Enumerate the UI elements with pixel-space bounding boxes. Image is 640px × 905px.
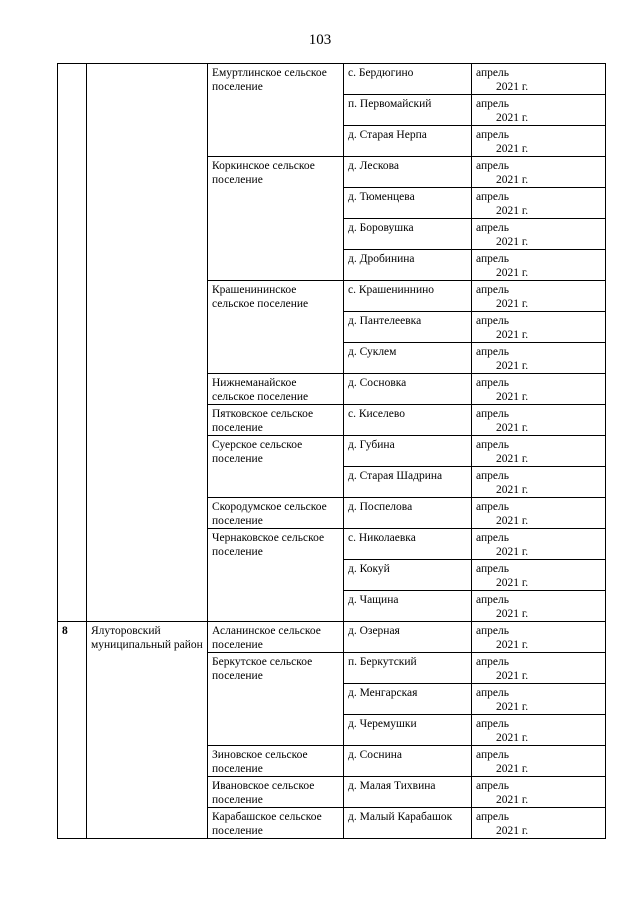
locality-cell: с. Крашениннино [344,281,472,312]
page-number: 103 [308,32,332,48]
date-year: 2021 г. [496,360,529,372]
settlement-cell: Крашенининское сельское поселение [208,281,344,374]
date-month: апрель [476,98,509,110]
date-cell [472,591,606,622]
table-body [58,64,606,839]
date-month: апрель [476,625,509,637]
settlement-cell: Коркинское сельское поселение [208,157,344,281]
date-month: апрель [476,346,509,358]
date-month: апрель [476,811,509,823]
date-cell [472,529,606,560]
date-year: 2021 г. [496,515,529,527]
settlement-cell: Нижнеманайское сельское поселение [208,374,344,405]
date-year: 2021 г. [496,267,529,279]
date-month: апрель [476,408,509,420]
locality-cell: с. Бердюгино [344,64,472,95]
settlement-cell: Асланинское сельское поселение [208,622,344,653]
date-cell [472,622,606,653]
date-cell [472,343,606,374]
settlement-cell: Емуртлинское сельское поселение [208,64,344,157]
date-year: 2021 г. [496,608,529,620]
table-row [58,622,606,653]
locality-cell: д. Пантелеевка [344,312,472,343]
date-year: 2021 г. [496,236,529,248]
locality-cell: д. Боровушка [344,219,472,250]
date-cell [472,498,606,529]
locality-cell: д. Сосновка [344,374,472,405]
date-month: апрель [476,594,509,606]
date-cell [472,219,606,250]
row-number-cell [58,64,87,622]
locality-cell: с. Киселево [344,405,472,436]
date-month: апрель [476,284,509,296]
settlement-cell: Скородумское сельское поселение [208,498,344,529]
settlement-cell: Пятковское сельское поселение [208,405,344,436]
settlement-cell: Ивановское сельское поселение [208,777,344,808]
locality-cell: д. Соснина [344,746,472,777]
date-cell [472,250,606,281]
date-year: 2021 г. [496,112,529,124]
locality-cell: п. Беркутский [344,653,472,684]
locality-cell: д. Тюменцева [344,188,472,219]
date-year: 2021 г. [496,391,529,403]
date-year: 2021 г. [496,763,529,775]
locality-cell: д. Менгарская [344,684,472,715]
table-row [58,64,606,95]
date-cell [472,746,606,777]
district-cell [87,64,208,622]
locality-cell: д. Кокуй [344,560,472,591]
date-cell [472,560,606,591]
locality-cell: д. Черемушки [344,715,472,746]
settlement-schedule-table [57,63,606,839]
locality-cell: д. Суклем [344,343,472,374]
date-month: апрель [476,532,509,544]
date-month: апрель [476,160,509,172]
date-cell [472,777,606,808]
date-cell [472,405,606,436]
date-year: 2021 г. [496,174,529,186]
locality-cell: п. Первомайский [344,95,472,126]
date-cell [472,95,606,126]
settlement-cell: Суерское сельское поселение [208,436,344,498]
date-month: апрель [476,718,509,730]
locality-cell: д. Старая Нерпа [344,126,472,157]
date-month: апрель [476,439,509,451]
date-year: 2021 г. [496,329,529,341]
date-year: 2021 г. [496,577,529,589]
date-year: 2021 г. [496,546,529,558]
locality-cell: д. Малая Тихвина [344,777,472,808]
locality-cell: с. Николаевка [344,529,472,560]
date-month: апрель [476,501,509,513]
date-cell [472,281,606,312]
date-month: апрель [476,749,509,761]
date-year: 2021 г. [496,701,529,713]
settlement-cell: Карабашское сельское поселение [208,808,344,839]
date-cell [472,126,606,157]
date-year: 2021 г. [496,298,529,310]
date-cell [472,157,606,188]
date-year: 2021 г. [496,794,529,806]
date-month: апрель [476,470,509,482]
date-month: апрель [476,377,509,389]
row-number-cell: 8 [58,622,87,839]
locality-cell: д. Озерная [344,622,472,653]
settlement-cell: Чернаковское сельское поселение [208,529,344,622]
date-cell [472,684,606,715]
locality-cell: д. Дробинина [344,250,472,281]
date-cell [472,374,606,405]
district-cell: Ялуторовский муниципальный район [87,622,208,839]
locality-cell: д. Лескова [344,157,472,188]
date-cell [472,467,606,498]
date-year: 2021 г. [496,422,529,434]
date-year: 2021 г. [496,143,529,155]
date-cell [472,715,606,746]
date-year: 2021 г. [496,453,529,465]
date-cell [472,188,606,219]
date-month: апрель [476,563,509,575]
date-cell [472,653,606,684]
date-year: 2021 г. [496,825,529,837]
date-year: 2021 г. [496,639,529,651]
date-cell [472,436,606,467]
date-cell [472,64,606,95]
locality-cell: д. Губина [344,436,472,467]
locality-cell: д. Малый Карабашок [344,808,472,839]
date-year: 2021 г. [496,81,529,93]
date-month: апрель [476,67,509,79]
date-month: апрель [476,315,509,327]
locality-cell: д. Старая Шадрина [344,467,472,498]
date-month: апрель [476,780,509,792]
date-month: апрель [476,191,509,203]
locality-cell: д. Чащина [344,591,472,622]
date-month: апрель [476,129,509,141]
date-month: апрель [476,687,509,699]
date-year: 2021 г. [496,732,529,744]
date-year: 2021 г. [496,205,529,217]
date-cell [472,312,606,343]
locality-cell: д. Поспелова [344,498,472,529]
settlement-cell: Беркутское сельское поселение [208,653,344,746]
date-cell [472,808,606,839]
date-year: 2021 г. [496,670,529,682]
date-month: апрель [476,222,509,234]
settlement-cell: Зиновское сельское поселение [208,746,344,777]
date-month: апрель [476,656,509,668]
date-month: апрель [476,253,509,265]
date-year: 2021 г. [496,484,529,496]
